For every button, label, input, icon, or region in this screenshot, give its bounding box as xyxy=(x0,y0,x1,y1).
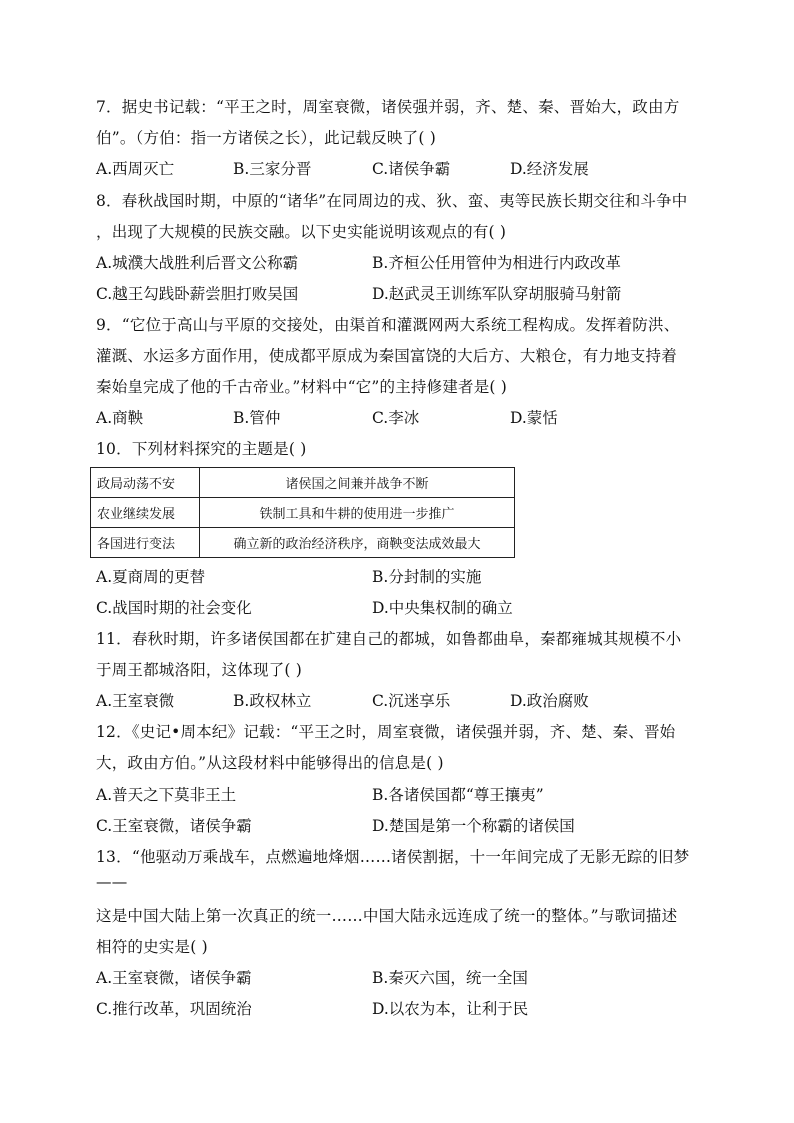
q12-stem-line1: 12．《史记•周本纪》记载：“平王之时，周室衰微，诸侯强并弱，齐、楚、秦、晋始 xyxy=(96,723,676,741)
q7-option-d[interactable]: D.经济发展 xyxy=(510,160,589,178)
q12-option-a[interactable]: A.普天之下莫非王土 xyxy=(96,786,237,804)
q10-option-d[interactable]: D.中央集权制的确立 xyxy=(372,599,513,617)
q9-stem-line2: 灌溉、水运多方面作用，使成都平原成为秦国富饶的大后方、大粮仓，有力地支持着 xyxy=(96,347,677,365)
q13-option-c[interactable]: C.推行改革，巩固统治 xyxy=(96,1000,252,1018)
q9-option-a[interactable]: A.商鞅 xyxy=(96,409,144,427)
q7-option-b[interactable]: B.三家分晋 xyxy=(233,160,312,178)
q11-option-b[interactable]: B.政权林立 xyxy=(233,692,312,710)
q13-stem-line3: 这是中国大陆上第一次真正的统一……中国大陆永远连成了统一的整体。”与歌词描述 xyxy=(96,907,678,925)
q9-option-d[interactable]: D.蒙恬 xyxy=(510,409,558,427)
q13-stem-line2: —— xyxy=(96,873,128,891)
q10-option-b[interactable]: B.分封制的实施 xyxy=(372,568,482,586)
q11-option-a[interactable]: A.王室衰微 xyxy=(96,692,175,710)
q8-option-a[interactable]: A.城濮大战胜利后晋文公称霸 xyxy=(96,254,299,272)
table-cell: 铁制工具和牛耕的使用进一步推广 xyxy=(200,498,515,528)
q7-option-c[interactable]: C.诸侯争霸 xyxy=(372,160,451,178)
table-cell: 各国进行变法 xyxy=(91,528,200,558)
table-cell: 农业继续发展 xyxy=(91,498,200,528)
q8-option-b[interactable]: B.齐桓公任用管仲为相进行内政改革 xyxy=(372,254,621,272)
q11-option-d[interactable]: D.政治腐败 xyxy=(510,692,589,710)
q13-option-d[interactable]: D.以农为本，让利于民 xyxy=(372,1000,529,1018)
q8-stem-line2: ，出现了大规模的民族交融。以下史实能说明该观点的有( ) xyxy=(96,223,507,241)
q10-option-a[interactable]: A.夏商周的更替 xyxy=(96,568,206,586)
q8-option-c[interactable]: C.越王勾践卧薪尝胆打败吴国 xyxy=(96,285,299,303)
q12-stem-line2: 大，政由方伯。”从这段材料中能够得出的信息是( ) xyxy=(96,754,444,772)
q11-stem-line2: 于周王都城洛阳，这体现了( ) xyxy=(96,661,303,679)
q13-option-b[interactable]: B.秦灭六国，统一全国 xyxy=(372,969,528,987)
q11-option-c[interactable]: C.沉迷享乐 xyxy=(372,692,451,710)
q7-stem-line2: 伯”。（方伯：指一方诸侯之长），此记载反映了( ) xyxy=(96,129,436,147)
table-row xyxy=(91,528,515,558)
q9-stem-line1: 9．“它位于高山与平原的交接处，由渠首和灌溉网两大系统工程构成。发挥着防洪、 xyxy=(96,316,680,334)
q7-option-a[interactable]: A.西周灭亡 xyxy=(96,160,175,178)
table-cell: 诸侯国之间兼并战争不断 xyxy=(200,468,515,498)
table-cell: 确立新的政治经济秩序，商鞅变法成效最大 xyxy=(200,528,515,558)
q9-option-b[interactable]: B.管仲 xyxy=(233,409,281,427)
q10-stem-line1: 10．下列材料探究的主题是( ) xyxy=(96,440,307,458)
q13-option-a[interactable]: A.王室衰微，诸侯争霸 xyxy=(96,969,252,987)
q10-option-c[interactable]: C.战国时期的社会变化 xyxy=(96,599,252,617)
q9-stem-line3: 秦始皇完成了他的千古帝业。”材料中“它”的主持修建者是( ) xyxy=(96,378,508,396)
q7-stem-line1: 7．据史书记载：“平王之时，周室衰微，诸侯强并弱，齐、楚、秦、晋始大，政由方 xyxy=(96,98,680,116)
q12-option-b[interactable]: B.各诸侯国都“尊王攘夷” xyxy=(372,786,544,804)
q12-option-c[interactable]: C.王室衰微，诸侯争霸 xyxy=(96,817,252,835)
q13-stem-line4: 相符的史实是( ) xyxy=(96,938,208,956)
q12-option-d[interactable]: D.楚国是第一个称霸的诸侯国 xyxy=(372,817,575,835)
q9-option-c[interactable]: C.李冰 xyxy=(372,409,420,427)
q8-stem-line1: 8．春秋战国时期，中原的“诸华”在同周边的戎、狄、蛮、夷等民族长期交往和斗争中 xyxy=(96,192,688,210)
table-row xyxy=(91,468,515,498)
q13-stem-line1: 13．“他驱动万乘战车，点燃遍地烽烟……诸侯割据，十一年间完成了无影无踪的旧梦 xyxy=(96,848,690,866)
table-cell: 政局动荡不安 xyxy=(91,468,200,498)
q8-option-d[interactable]: D.赵武灵王训练军队穿胡服骑马射箭 xyxy=(372,285,622,303)
q10-material-table xyxy=(90,467,515,558)
table-row xyxy=(91,498,515,528)
q11-stem-line1: 11．春秋时期，许多诸侯国都在扩建自己的都城，如鲁都曲阜，秦都雍城其规模不小 xyxy=(96,630,682,648)
